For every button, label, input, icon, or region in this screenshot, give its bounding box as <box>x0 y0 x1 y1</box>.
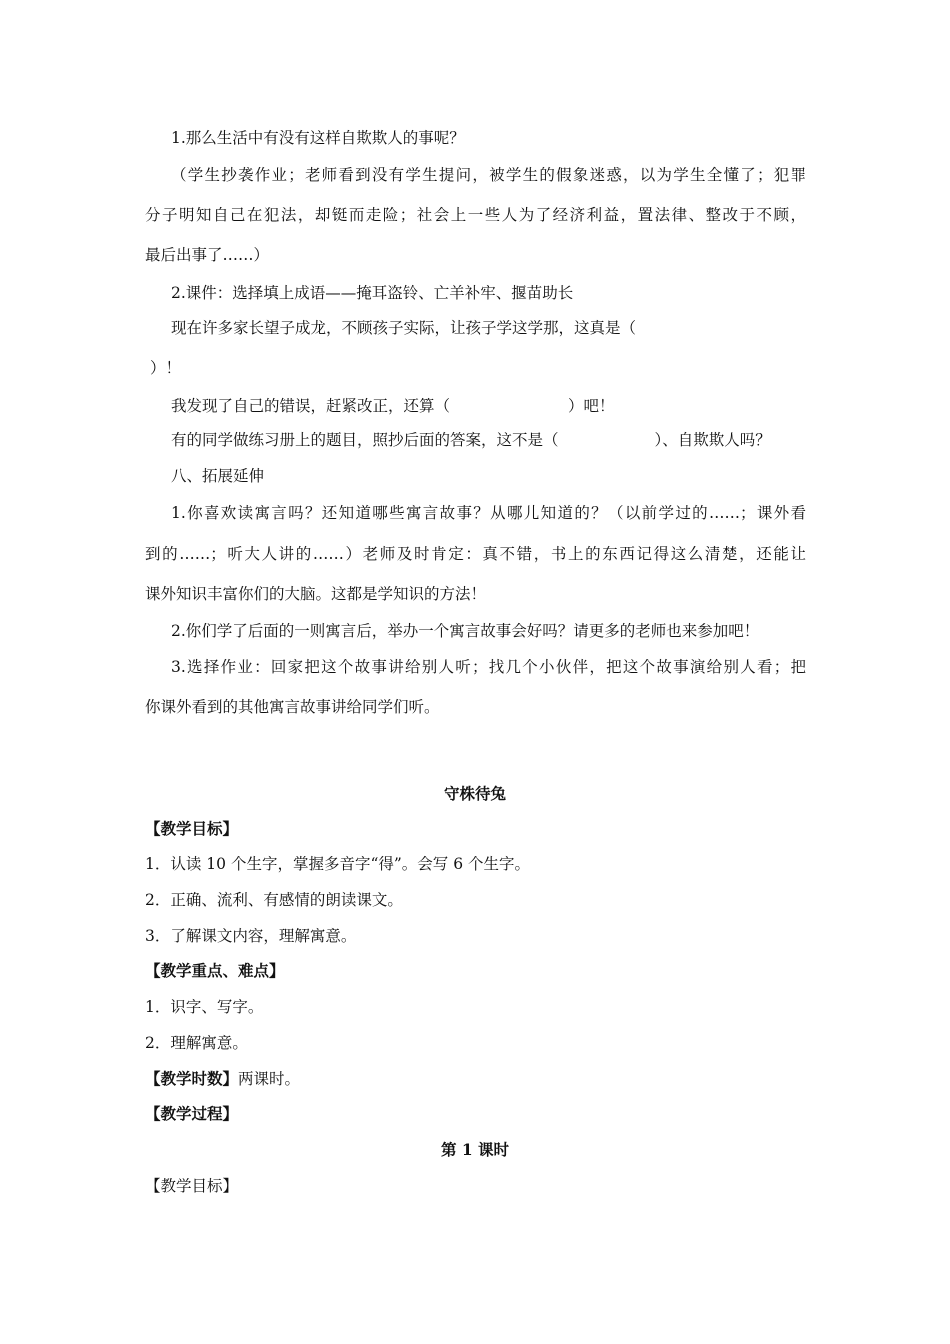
sentence-1-line-1: 现在许多家长望子成龙，不顾孩子实际，让孩子学这学那，这真是（ <box>171 319 637 337</box>
answer-1-line-3: 最后出事了……） <box>145 246 270 264</box>
extension-3-line-2: 你课外看到的其他寓言故事讲给同学们听。 <box>145 698 440 716</box>
sentence-3 <box>171 430 771 450</box>
sentence-2-after-blank: ）吧！ <box>568 397 615 415</box>
answer-1-line-2: 分子明知自己在犯法，却铤而走险；社会上一些人为了经济利益，置法律、整改于不顾， <box>145 206 806 224</box>
lesson-title: 守株待兔 <box>443 784 506 803</box>
teaching-hours <box>145 1069 300 1089</box>
sentence-3-after-blank: ）、自欺欺人吗？ <box>654 431 771 449</box>
goal-item: 2．正确、流利、有感情的朗读课文。 <box>145 891 403 909</box>
key-point-item: 1．识字、写字。 <box>145 998 264 1016</box>
sentence-1-line-2: ）！ <box>150 359 182 377</box>
period-goals-label: 【教学目标】 <box>145 1177 239 1195</box>
question-2: 2.课件：选择填上成语——掩耳盗铃、亡羊补牢、揠苗助长 <box>171 284 574 302</box>
sentence-2-before-blank: 我发现了自己的错误，赶紧改正，还算（ <box>171 397 451 415</box>
extension-2: 2.你们学了后面的一则寓言后，举办一个寓言故事会好吗？请更多的老师也来参加吧！ <box>171 622 760 640</box>
goal-item: 1．认读 10 个生字，掌握多音字“得”。会写 6 个生字。 <box>145 855 531 873</box>
extension-1-line-2: 到的……；听大人讲的……）老师及时肯定：真不错，书上的东西记得这么清楚，还能让 <box>145 545 806 563</box>
teaching-hours-value: 两课时。 <box>238 1070 301 1088</box>
teaching-hours-label: 【教学时数】 <box>145 1069 239 1088</box>
key-point-item: 2．理解寓意。 <box>145 1034 248 1052</box>
answer-1-line-1: （学生抄袭作业；老师看到没有学生提问，被学生的假象迷惑，以为学生全懂了；犯罪 <box>171 166 806 184</box>
goals-label: 【教学目标】 <box>145 819 239 838</box>
sentence-2 <box>171 396 615 416</box>
process-label: 【教学过程】 <box>145 1104 239 1123</box>
section-heading-extension: 八、拓展延伸 <box>171 467 265 485</box>
key-points-label: 【教学重点、难点】 <box>145 961 285 980</box>
extension-3-line-1: 3.选择作业：回家把这个故事讲给别人听；找几个小伙伴，把这个故事演给别人看；把 <box>171 658 806 676</box>
goal-item: 3．了解课文内容，理解寓意。 <box>145 927 357 945</box>
period-title: 第 1 课时 <box>440 1140 510 1159</box>
question-1: 1.那么生活中有没有这样自欺欺人的事呢？ <box>171 129 465 147</box>
extension-1-line-3: 课外知识丰富你们的大脑。这都是学知识的方法！ <box>145 585 487 603</box>
extension-1-line-1: 1.你喜欢读寓言吗？还知道哪些寓言故事？从哪儿知道的？（以前学过的……；课外看 <box>171 504 806 522</box>
sentence-3-before-blank: 有的同学做练习册上的题目，照抄后面的答案，这不是（ <box>171 431 559 449</box>
